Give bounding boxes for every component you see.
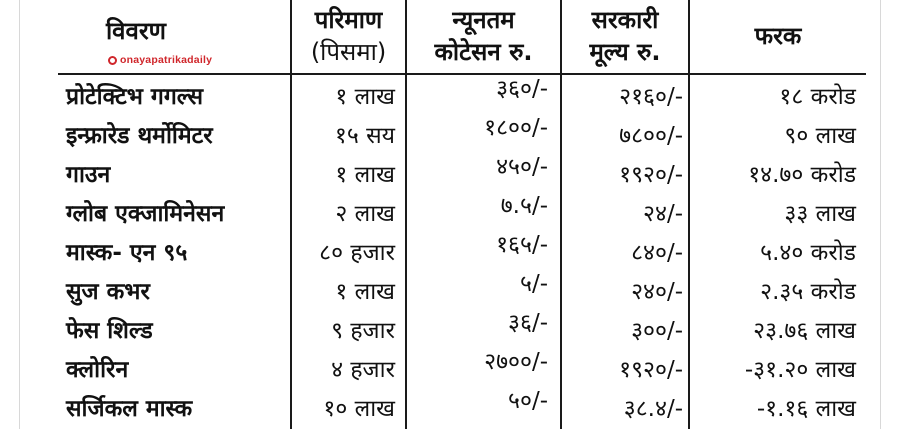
item-difference: ९० लाख [784,123,856,149]
item-govt-price: ८४०/- [631,240,683,266]
item-min-quotation: ३६०/- [496,76,548,102]
item-difference: -१.१६ लाख [756,396,856,422]
item-min-quotation: ५०/- [508,388,548,414]
item-govt-price: १९२०/- [619,357,683,383]
table-row [0,117,900,156]
header-quantity: परिमाण (पिसमा) [310,6,387,66]
item-govt-price: २४/- [643,201,683,227]
item-min-quotation: १६५/- [496,232,548,258]
item-min-quotation: ३६/- [508,310,548,336]
item-quantity: १ लाख [335,84,395,110]
item-quantity: १० लाख [323,396,395,422]
item-name: इन्फ्रारेड थर्मोमिटर [66,123,213,149]
item-difference: ५.४० करोड [760,240,856,266]
table-row [0,156,900,195]
item-name: क्लोरिन [66,357,129,383]
table-row [0,390,900,429]
item-quantity: ८० हजार [319,240,395,266]
item-name: ग्लोब एक्जामिनेसन [66,201,225,227]
item-name: प्रोटेक्टिभ गगल्स [66,84,203,110]
header-min-quotation: न्यूनतम कोटेसन रु. [434,6,533,66]
item-govt-price: २४०/- [631,279,683,305]
item-name: मास्क- एन ९५ [66,240,188,266]
item-name: सुज कभर [66,279,150,305]
table-row [0,351,900,390]
header-item: विवरण [105,17,167,45]
item-quantity: १ लाख [335,162,395,188]
table-row [0,312,900,351]
item-govt-price: १९२०/- [619,162,683,188]
item-min-quotation: ५/- [519,271,548,297]
item-govt-price: ३००/- [631,318,683,344]
item-difference: २३.७६ लाख [753,318,856,344]
item-quantity: ९ हजार [331,318,395,344]
item-quantity: ४ हजार [331,357,395,383]
item-difference: १४.७० करोड [748,162,856,188]
item-difference: १८ करोड [779,84,856,110]
item-min-quotation: ४५०/- [496,154,548,180]
item-min-quotation: ७.५/- [500,193,548,219]
brand-logo-icon [108,56,117,65]
item-govt-price: ७८००/- [619,123,683,149]
item-quantity: १५ सय [334,123,395,149]
item-name: फेस शिल्ड [66,318,153,344]
header-divider [58,73,866,75]
table-row [0,234,900,273]
item-govt-price: २१६०/- [619,84,683,110]
header-govt-price: सरकारी मूल्य रु. [589,6,661,66]
item-difference: ३३ लाख [784,201,856,227]
item-quantity: १ लाख [335,279,395,305]
table-row [0,195,900,234]
item-quantity: २ लाख [335,201,395,227]
item-name: गाउन [66,162,111,188]
item-min-quotation: १८००/- [484,115,548,141]
table-row [0,78,900,117]
item-min-quotation: २७००/- [484,349,548,375]
table-row [0,273,900,312]
item-govt-price: ३८.४/- [623,396,683,422]
brand-watermark: onayapatrikadaily [108,54,212,66]
item-difference: २.३५ करोड [760,279,856,305]
item-name: सर्जिकल मास्क [66,396,193,422]
item-difference: -३१.२० लाख [744,357,856,383]
header-difference: फरक [754,22,802,50]
